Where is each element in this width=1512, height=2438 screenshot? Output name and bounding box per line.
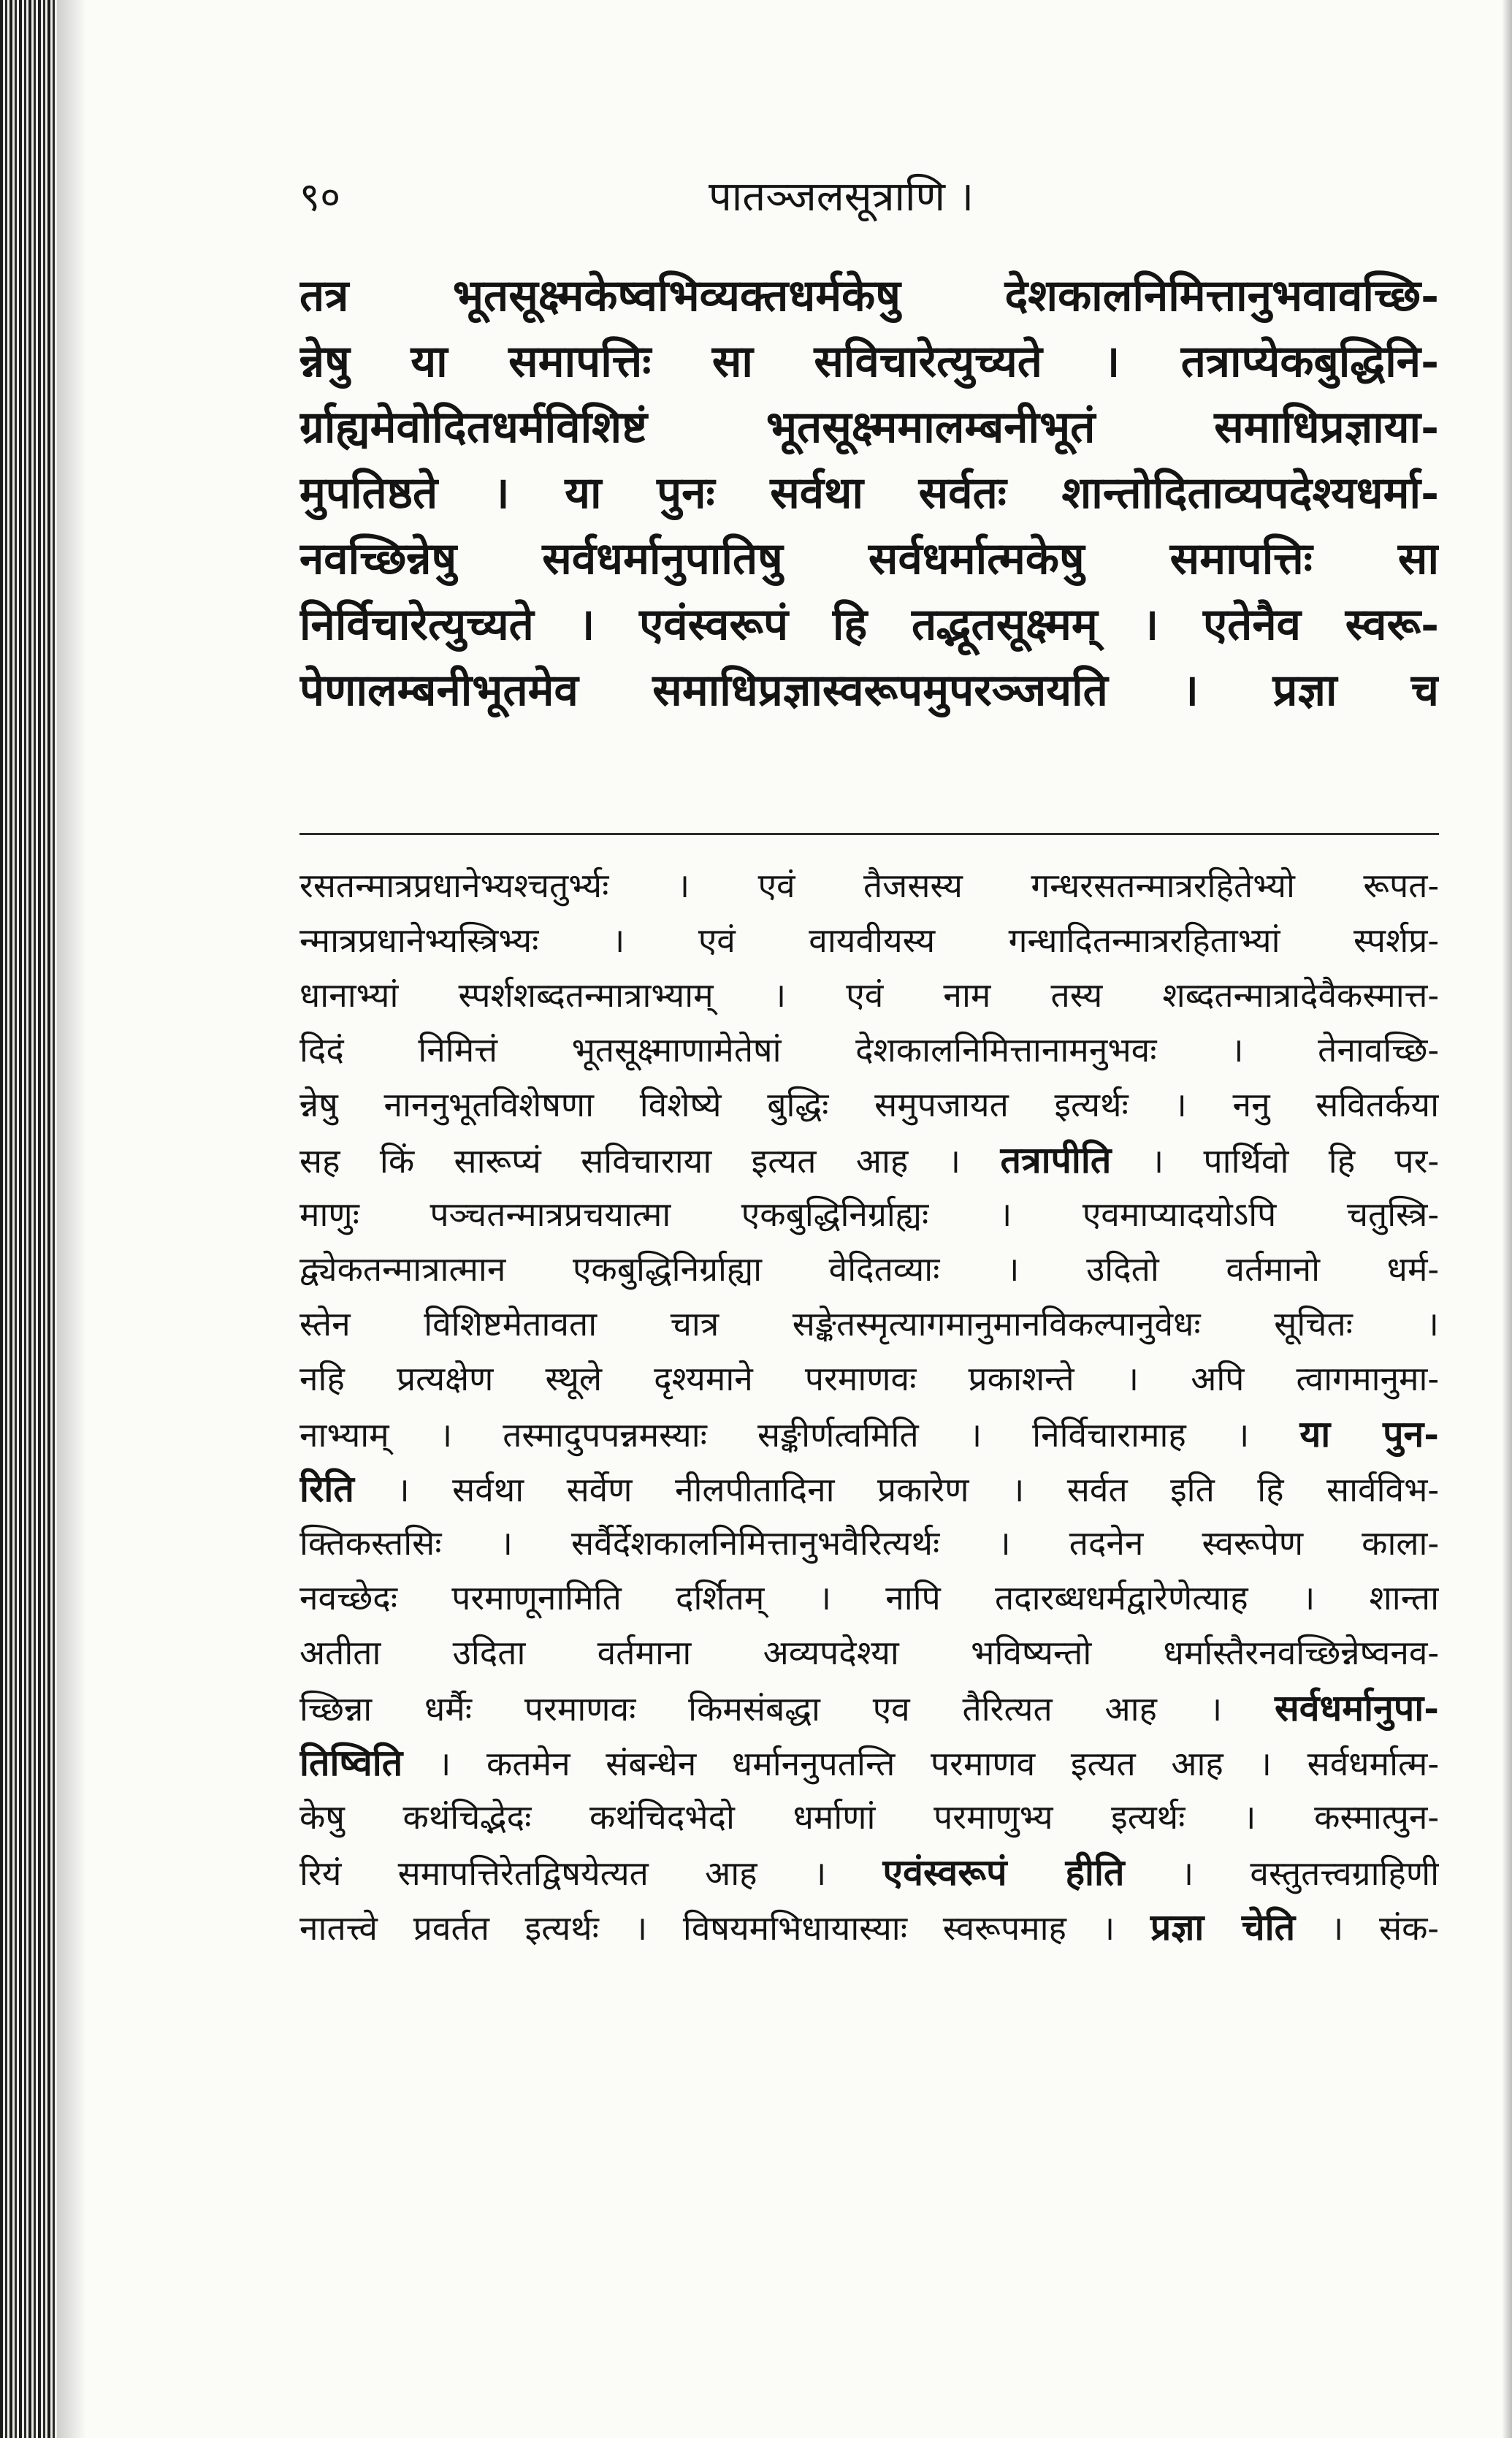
pratika-keyword: प्रज्ञा चेति xyxy=(1150,1905,1296,1949)
commentary-text: । कतमेन संबन्धेन धर्माननुपतन्ति परमाणव इत्यत आह । सर्वधर्मात्म- xyxy=(402,1744,1439,1783)
commentary-text: स्तेन विशिष्टमेतावता चात्र सङ्केतस्मृत्यागमानुमानविकल्पानुवेधः सूचितः । xyxy=(299,1304,1439,1344)
commentary-text: नवच्छेदः परमाणूनामिति दर्शितम् । नापि तदारब्धधर्मद्वारेणेत्याह । शान्ता xyxy=(299,1578,1439,1618)
commentary-line xyxy=(299,1790,1439,1845)
pratika-keyword: एवंस्वरूपं हीति xyxy=(882,1851,1125,1894)
commentary-text: माणुः पञ्चतन्मात्रप्रचयात्मा एकबुद्धिनिर्ग्राह्यः । एवमाप्यादयोऽपि चतुस्त्रि- xyxy=(299,1195,1439,1234)
commentary-line xyxy=(299,1023,1439,1078)
commentary-text: अतीता उदिता वर्तमाना अव्यपदेश्या भविष्यन्तो धर्मास्तैरनवच्छिन्नेष्वनव- xyxy=(299,1633,1439,1672)
book-spine-edge xyxy=(0,0,57,2438)
sutra-line: र्ग्राह्यमेवोदितधर्मविशिष्टं भूतसूक्ष्ममालम्बनीभूतं समाधिप्रज्ञाया- xyxy=(299,402,1439,453)
spine-shadow xyxy=(57,0,86,2438)
pratika-keyword: रिति xyxy=(299,1467,354,1510)
commentary-line xyxy=(299,1845,1439,1900)
commentary-text: केषु कथंचिद्भेदः कथंचिदभेदो धर्माणां परमाणुभ्य इत्यर्थः । कस्मात्पुन- xyxy=(299,1797,1439,1837)
sutra-line: मुपतिष्ठते । या पुनः सर्वथा सर्वतः शान्तोदिताव्यपदेश्यधर्मा- xyxy=(299,468,1439,519)
sutra-text-block xyxy=(299,263,1439,723)
sutra-line: तत्र भूतसूक्ष्मकेष्वभिव्यक्तधर्मकेषु देशकालनिमित्तानुभवावच्छि- xyxy=(299,270,1439,321)
commentary-line xyxy=(299,1187,1439,1242)
sutra-line: निर्विचारेत्युच्यते । एवंस्वरूपं हि तद्भूतसूक्ष्मम् । एतेनैव स्वरू- xyxy=(299,599,1439,650)
page-number: ९० xyxy=(299,174,341,220)
commentary-line xyxy=(299,1406,1439,1461)
commentary-line xyxy=(299,1242,1439,1297)
pratika-keyword: तत्रापीति xyxy=(1000,1138,1112,1181)
commentary-line xyxy=(299,1516,1439,1571)
pratika-keyword: तिष्विति xyxy=(299,1741,403,1784)
commentary-text: सह किं सारूप्यं सविचाराया इत्यत आह । xyxy=(299,1141,1001,1181)
pratika-keyword: सर्वधर्मानुपा- xyxy=(1274,1686,1439,1729)
commentary-text: न्मात्रप्रधानेभ्यस्त्रिभ्यः । एवं वायवीयस्य गन्धादितन्मात्ररहिताभ्यां स्पर्शप्र- xyxy=(299,921,1439,960)
commentary-block xyxy=(299,858,1439,1954)
commentary-text: नहि प्रत्यक्षेण स्थूले दृश्यमाने परमाणवः प्रकाशन्ते । अपि त्वागमानुमा- xyxy=(299,1359,1439,1398)
commentary-text: धानाभ्यां स्पर्शशब्दतन्मात्राभ्याम् । एवं नाम तस्य शब्दतन्मात्रादेवैकस्मात्त- xyxy=(299,975,1439,1015)
page-header xyxy=(299,168,1439,234)
commentary-text: क्तिकस्तसिः । सर्वैर्देशकालनिमित्तानुभवैरित्यर्थः । तदनेन स्वरूपेण काला- xyxy=(299,1523,1439,1563)
commentary-line xyxy=(299,1571,1439,1626)
commentary-text: । वस्तुतत्त्वग्राहिणी xyxy=(1124,1854,1439,1893)
commentary-text: नातत्त्वे प्रवर्तत इत्यर्थः । विषयमभिधायास्याः स्वरूपमाह । xyxy=(299,1908,1150,1948)
commentary-text: । सर्वथा सर्वेण नीलपीतादिना प्रकारेण । सर्वत इति हि सार्वविभ- xyxy=(354,1470,1439,1509)
commentary-line xyxy=(299,1626,1439,1680)
commentary-text: न्नेषु नाननुभूतविशेषणा विशेष्ये बुद्धिः समुपजायत इत्यर्थः । ननु सवितर्कया xyxy=(299,1085,1439,1124)
commentary-text: । पार्थिवो हि पर- xyxy=(1111,1141,1439,1181)
pratika-keyword: या पुन- xyxy=(1299,1412,1439,1455)
commentary-line xyxy=(299,1078,1439,1132)
sutra-line: पेणालम्बनीभूतमेव समाधिप्रज्ञास्वरूपमुपरञ्जयति । प्रज्ञा च xyxy=(299,665,1439,716)
running-title: पातञ्जलसूत्राणि । xyxy=(709,173,974,221)
page-right-edge xyxy=(1502,0,1512,2438)
commentary-line xyxy=(299,1461,1439,1516)
commentary-line xyxy=(299,1352,1439,1406)
commentary-line xyxy=(299,1680,1439,1735)
commentary-text: च्छिन्ना धर्मैः परमाणवः किमसंबद्धा एव तैरित्यत आह । xyxy=(299,1689,1275,1729)
commentary-line xyxy=(299,1132,1439,1187)
commentary-line xyxy=(299,858,1439,913)
sutra-line: नवच्छिन्नेषु सर्वधर्मानुपातिषु सर्वधर्मात्मकेषु समापत्तिः सा xyxy=(299,533,1439,584)
commentary-text: रसतन्मात्रप्रधानेभ्यश्चतुर्भ्यः । एवं तैजसस्य गन्धरसतन्मात्ररहितेभ्यो रूपत- xyxy=(299,866,1439,905)
sutra-line: न्नेषु या समापत्तिः सा सविचारेत्युच्यते । तत्राप्येकबुद्धिनि- xyxy=(299,336,1439,387)
commentary-line xyxy=(299,913,1439,968)
commentary-text: रियं समापत्तिरेतद्विषयेत्यत आह । xyxy=(299,1854,883,1893)
commentary-text: । संक- xyxy=(1295,1908,1439,1948)
commentary-text: नाभ्याम् । तस्मादुपपन्नमस्याः सङ्कीर्णत्वमिति । निर्विचारामाह । xyxy=(299,1415,1300,1455)
commentary-text: द्व्येकतन्मात्रात्मान एकबुद्धिनिर्ग्राह्या वेदितव्याः । उदितो वर्तमानो धर्म- xyxy=(299,1249,1439,1289)
commentary-text: दिदं निमित्तं भूतसूक्ष्माणामेतेषां देशकालनिमित्तानामनुभवः । तेनावच्छि- xyxy=(299,1030,1439,1070)
commentary-line xyxy=(299,1297,1439,1352)
commentary-line xyxy=(299,968,1439,1023)
commentary-line xyxy=(299,1900,1439,1954)
commentary-line xyxy=(299,1735,1439,1790)
section-divider-rule xyxy=(299,833,1439,835)
